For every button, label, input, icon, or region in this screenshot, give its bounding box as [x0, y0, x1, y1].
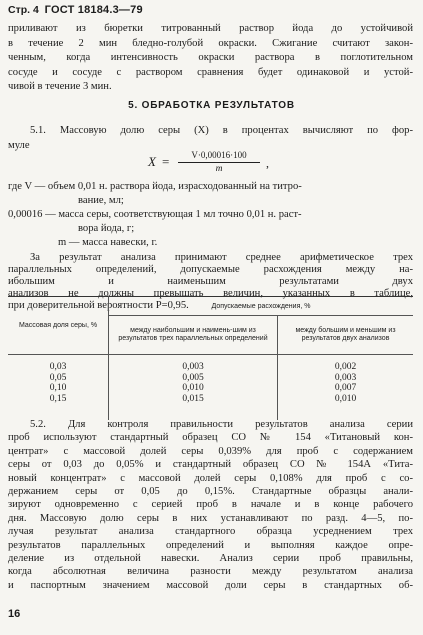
intro-paragraph [8, 22, 413, 95]
text-line: проб используют стандартный образец СО № 154 «Титановый кон- [8, 432, 413, 444]
text-line: сосуде и сосуде с раствором сравнения будет одинаковой и устой- [8, 66, 413, 78]
cell-two: 0,010 [334, 393, 357, 404]
text-line: серы от 0,03 до 0,05% и стандартный образец СО № 154А «Тита- [8, 459, 413, 471]
text-line: зируют одновременно с серией проб в начале и в конце рабочего [8, 499, 413, 511]
text-line: дня. Массовую долю серы в них устанавливают по разд. 4—5, по- [8, 512, 413, 524]
text-line: в течение 2 мин бледно-голубой окраски. Сжигание считают закон- [8, 37, 413, 49]
text-line: когда абсолютная величина разности между результатом анализа [8, 566, 413, 578]
formula-numerator: V·0,00016·100 [191, 150, 247, 160]
text-line: За результат анализа принимают среднее арифметическое трех [30, 252, 413, 263]
formula-denominator: m [215, 164, 223, 174]
table-row [8, 373, 413, 384]
definition-constant: 0,00016 — масса серы, соответствующая 1 мл точно 0,01 н. раст- [8, 209, 302, 220]
page-label: Стр. 4 [8, 4, 39, 16]
header-two-analyses: между большим и меньшим из результатов двух анализов [278, 316, 414, 355]
cell-three: 0,015 [109, 394, 278, 405]
cell-sulfur: 0,15 [8, 394, 109, 405]
text-line: лучая результат анализа стандартного образца усреднением трех [8, 526, 413, 538]
page-number: 16 [8, 608, 21, 620]
definition-constant-cont: вора йода, г; [78, 223, 135, 234]
text-line: результатов параллельных определений и выполняя каждое опре- [8, 539, 413, 551]
paragraph-5-1 [8, 124, 413, 153]
text-line: центрат» с массовой долей серы 0,039% для проб с содержанием [8, 445, 413, 457]
definition-v-cont: вание, мл; [78, 195, 124, 206]
header-sulfur: Массовая доля серы, % [8, 297, 109, 355]
text-line: 5.1. Массовую долю серы (X) в процентах вычисляют по фор- [30, 125, 413, 136]
header-three-parallel: между наибольшим и наимень-шим из результатов трех параллельных определений [109, 316, 278, 355]
cell-three: 0,005 [109, 373, 278, 384]
section-title: 5. ОБРАБОТКА РЕЗУЛЬТАТОВ [128, 100, 295, 111]
formula [148, 150, 318, 176]
standard-number: ГОСТ 18184.3—79 [44, 4, 143, 16]
cell-two: 0,003 [334, 372, 357, 383]
tolerance-table [8, 296, 413, 420]
cell-three: 0,003 [109, 362, 278, 373]
text-line: ченным, когда интенсивность окраски раствора в поглотительном [8, 52, 413, 64]
cell-two: 0,007 [334, 383, 357, 393]
definition-m: m — масса навески, г. [58, 237, 158, 248]
cell-three: 0,010 [109, 383, 278, 394]
formula-comma: , [266, 156, 269, 170]
text-line: ибольшим и наименьшим результатами двух [8, 276, 413, 287]
text-line: параллельных определений, допускаемые расхождения между на- [8, 264, 413, 275]
page-header [8, 4, 143, 16]
text-line: муле [8, 139, 30, 151]
table-row [8, 394, 413, 405]
formula-lhs: X [148, 154, 156, 169]
cell-two: 0,002 [334, 362, 357, 372]
cell-sulfur: 0,05 [8, 373, 109, 384]
cell-sulfur: 0,03 [8, 362, 109, 373]
text-line: 5.2. Для контроля правильности результатов анализа серии [30, 419, 413, 430]
table-row [8, 383, 413, 394]
text-line: анализов не должны превышать величин, указанных в таблице, [8, 288, 413, 299]
text-line: и паспортным значением массовой доли серы в стандартных об- [8, 579, 413, 591]
spacer-cell [8, 355, 109, 363]
text-line: приливают из бюретки титрованный раствор йода до устойчивой [8, 23, 413, 34]
spacer-cell [109, 355, 278, 363]
spacer-cell [278, 355, 414, 363]
text-line: держанием серы от 0,05 до 0,15%. Стандартные образцы анали- [8, 486, 413, 498]
text-line: деление из отдельной навески. Анализ серии проб правильны, [8, 553, 413, 565]
table-row [8, 362, 413, 373]
text-line: чивой в течение 3 мин. [8, 81, 112, 93]
text-line: новый концентрат» с массовой долей серы 0,108% для проб с со- [8, 472, 413, 484]
cell-sulfur: 0,10 [8, 383, 109, 394]
header-tolerances: Допускаемые расхождения, % [109, 297, 414, 316]
fraction-bar [178, 162, 260, 163]
formula-fraction [178, 150, 260, 175]
definition-v: где V — объем 0,01 н. раствора йода, израсходованный на титро- [8, 181, 302, 192]
paragraph-5-2 [8, 418, 413, 592]
text-line: при доверительной вероятности P=0,95. [8, 300, 189, 311]
formula-equals: = [162, 154, 170, 169]
